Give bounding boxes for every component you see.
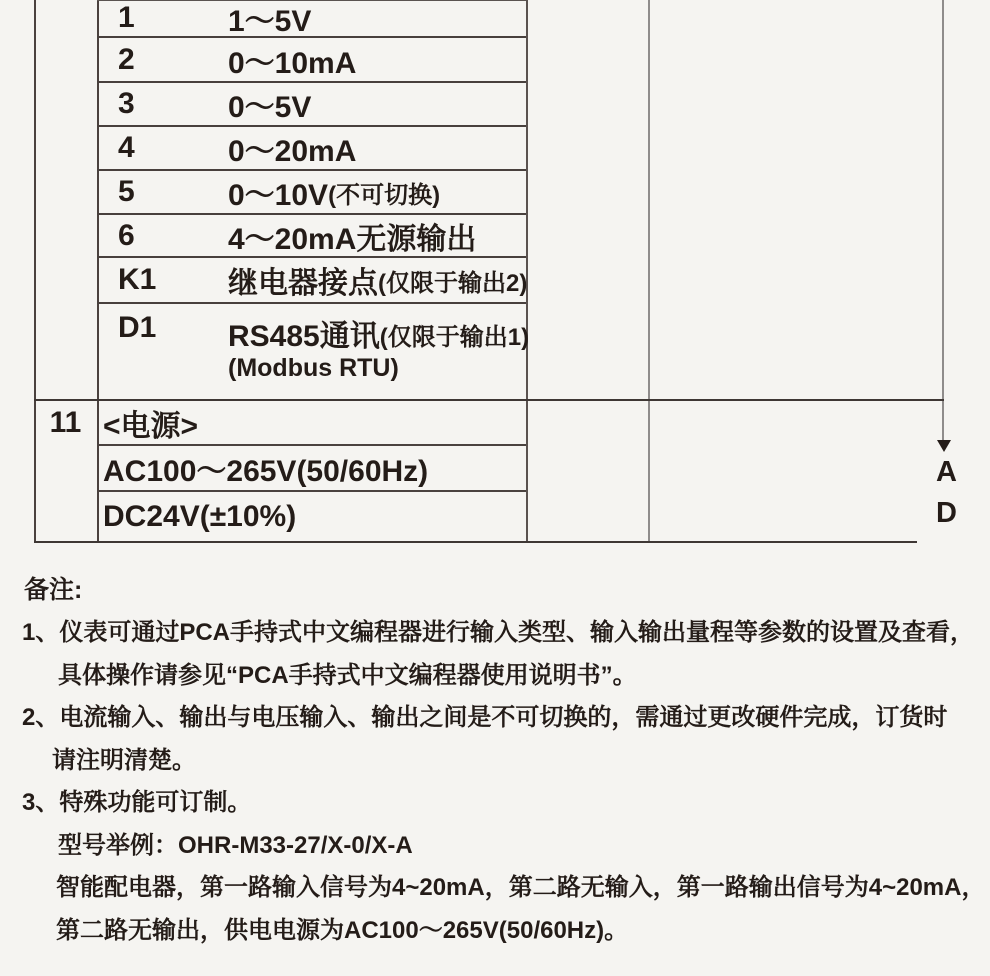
- power-option-dc: DC24V(±10%): [103, 500, 297, 533]
- option-row-3: [97, 83, 526, 127]
- option-code: 3: [118, 87, 135, 120]
- option-note-modbus: (Modbus RTU): [228, 354, 399, 382]
- option-label: 0～5V: [228, 91, 312, 124]
- option-label: 0～20mA: [228, 135, 357, 168]
- option-row-d1: [97, 304, 530, 399]
- power-title-cell: <电源>: [97, 401, 526, 446]
- option-label: 1～5V: [228, 5, 312, 38]
- option-row-5: [97, 171, 526, 215]
- note-1-line-2: 具体操作请参见“PCA手持式中文编程器使用说明书”。: [58, 662, 637, 689]
- note-3-line-2: 型号举例：OHR-M33-27/X-0/X-A: [58, 832, 413, 859]
- option-code: 6: [118, 218, 135, 252]
- option-code: 2: [118, 42, 135, 76]
- table-border-mid-col: [648, 0, 650, 543]
- option-row-6: [97, 215, 526, 258]
- power-option-ac: AC100～265V(50/60Hz): [97, 446, 526, 492]
- option-code: D1: [118, 311, 157, 344]
- note-3-line-3: 智能配电器，第一路输入信号为4~20mA，第二路无输入，第一路输出信号为4~20mA，: [56, 874, 986, 901]
- notes-heading: 备注:: [24, 576, 83, 604]
- power-code-letter-d: D: [936, 497, 957, 529]
- note-1-line-1: 1、仪表可通过PCA手持式中文编程器进行输入类型、输入输出量程等参数的设置及查看，: [22, 619, 975, 646]
- option-label: 0～10mA: [228, 46, 357, 80]
- option-code: 1: [118, 1, 135, 34]
- option-row-4: [97, 127, 526, 171]
- option-code: 4: [118, 131, 135, 164]
- option-note: (仅限于输出1): [379, 324, 530, 351]
- option-row-2: [97, 38, 526, 83]
- code-leader-line: [942, 0, 944, 442]
- table-border-bottom: [34, 541, 917, 543]
- option-code: K1: [118, 263, 157, 296]
- option-row-k1: [97, 258, 526, 304]
- option-label: 继电器接点: [228, 267, 378, 300]
- note-3-line-4: 第二路无输出，供电电源为AC100～265V(50/60Hz)。: [56, 917, 629, 944]
- row-index-11: 11: [49, 406, 82, 439]
- option-code: 5: [118, 175, 135, 208]
- note-3-line-1: 3、特殊功能可订制。: [22, 789, 252, 816]
- option-label: RS485通讯: [228, 320, 380, 353]
- option-label: 0～10V: [228, 179, 329, 212]
- down-arrow-icon: [937, 440, 951, 452]
- note-2-line-1: 2、电流输入、输出与电压输入、输出之间是不可切换的，需通过更改硬件完成，订货时: [22, 704, 948, 731]
- note-2-line-2: 请注明清楚。: [52, 747, 196, 774]
- power-code-letter-a: A: [936, 456, 957, 488]
- option-label: 4～20mA无源输出: [228, 222, 477, 256]
- option-row-1: [97, 0, 526, 38]
- option-note: (仅限于输出2): [378, 269, 528, 297]
- option-note: (不可切换): [328, 181, 441, 209]
